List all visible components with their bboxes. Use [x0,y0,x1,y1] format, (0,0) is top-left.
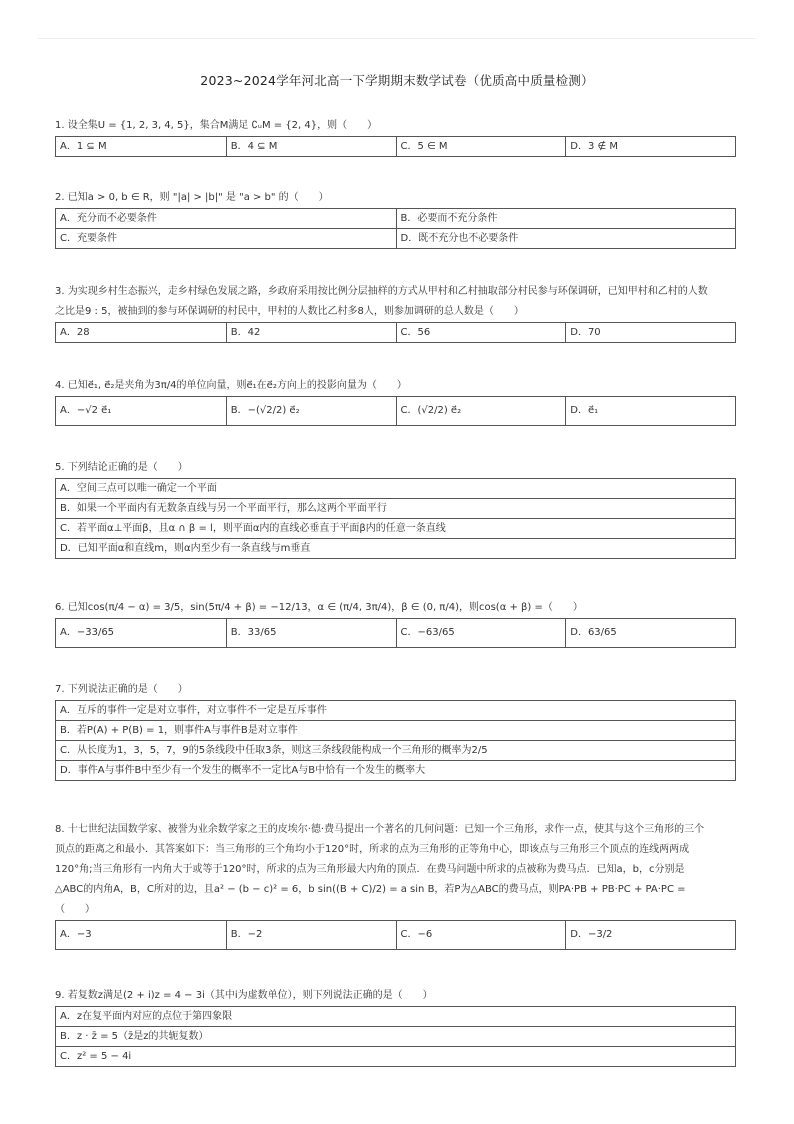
option-d[interactable]: D．3 ∉ M [565,137,735,156]
option-d[interactable]: D．已知平面α和直线m，则α内至少有一条直线与m垂直 [60,543,311,554]
option-a[interactable]: A．空间三点可以唯一确定一个平面 [60,483,217,494]
options-row [56,1026,735,1046]
question-2 [55,188,736,249]
question-6 [55,598,736,648]
options-table [55,700,736,781]
option-d[interactable]: D．e⃗₁ [565,397,735,425]
option-b[interactable]: B．若P(A) + P(B) = 1，则事件A与事件B是对立事件 [60,725,298,736]
options-row [56,397,735,425]
question-stem [55,116,736,136]
option-c[interactable]: C．从长度为1，3，5，7，9的5条线段中任取3条，则这三条线段能构成一个三角形的概率为2/5 [60,745,488,756]
option-c[interactable]: C．z² = 5 − 4i [60,1051,132,1062]
stem-line: 6. 已知cos(π/4 − α) = 3/5，sin(5π/4 + β) = −12/13，α ∈ (π/4, 3π/4)，β ∈ (0, π/4)，则cos(α + β) =（ ） [55,602,583,613]
question-4 [55,376,736,426]
question-stem [55,680,736,700]
options-row [56,619,735,647]
stem-line: 1. 设全集U = {1, 2, 3, 4, 5}，集合M满足 ∁ᵤM = {2, 4}，则（ ） [55,120,378,131]
option-a[interactable]: A．−33/65 [60,627,115,638]
question-8 [55,820,736,950]
option-c[interactable]: C．(√2/2) e⃗₂ [396,397,566,425]
options-row [56,479,735,498]
options-row [56,209,735,228]
stem-line: 2. 已知a > 0, b ∈ R，则 "|a| > |b|" 是 "a > b" 的（ ） [55,192,329,203]
option-a[interactable]: A．−√2 e⃗₁ [60,405,112,416]
header-divider [38,38,756,39]
page-title: 2023~2024学年河北高一下学期期末数学试卷（优质高中质量检测） [200,73,594,88]
stem-line: 顶点的距离之和最小．其答案如下：当三角形的三个角均小于120°时，所求的点为三角形的正等角中心，即该点与三角形三个顶点的连线两两成 [55,844,690,855]
options-row [56,701,735,720]
stem-line: 9. 若复数z满足(2 + i)z = 4 − 3i（其中i为虚数单位），则下列说法正确的是（ ） [55,990,433,1001]
options-table [55,208,736,249]
stem-line: 8. 十七世纪法国数学家、被誉为业余数学家之王的皮埃尔·德·费马提出一个著名的几何问题：已知一个三角形，求作一点，使其与这个三角形的三个 [55,824,705,835]
stem-line: 之比是9 : 5，被抽到的参与环保调研的村民中，甲村的人数比乙村多8人，则参加调研的总人数是（ ） [55,306,524,317]
options-row [56,1007,735,1026]
option-d[interactable]: D．既不充分也不必要条件 [396,229,736,248]
question-7 [55,680,736,781]
option-d[interactable]: D．70 [565,323,735,342]
option-a[interactable]: A．互斥的事件一定是对立事件，对立事件不一定是互斥事件 [60,705,327,716]
question-stem [55,188,736,208]
options-table [55,920,736,950]
option-b[interactable]: B．−(√2/2) e⃗₂ [226,397,396,425]
options-table [55,396,736,426]
option-b[interactable]: B．−2 [226,921,396,949]
option-b[interactable]: B．z · z̄ = 5（z̄是z的共轭复数） [60,1031,209,1042]
options-table [55,478,736,559]
question-9 [55,986,736,1067]
option-c[interactable]: C．56 [396,323,566,342]
stem-line: 7. 下列说法正确的是（ ） [55,684,188,695]
option-b[interactable]: B．33/65 [226,619,396,647]
option-b[interactable]: B．42 [226,323,396,342]
options-row [56,228,735,248]
options-row [56,538,735,558]
question-3 [55,282,736,343]
options-row [56,498,735,518]
options-row [56,720,735,740]
option-c[interactable]: C．5 ∈ M [396,137,566,156]
options-table [55,322,736,343]
options-row [56,760,735,780]
question-5 [55,458,736,559]
question-1 [55,116,736,157]
option-a[interactable]: A．充分而不必要条件 [60,213,157,224]
option-a[interactable]: A．1 ⊆ M [60,141,107,152]
option-a[interactable]: A．z在复平面内对应的点位于第四象限 [60,1011,233,1022]
option-c[interactable]: C．若平面α⊥平面β，且α ∩ β = l，则平面α内的直线必垂直于平面β内的任意一条直线 [60,523,446,534]
question-stem [55,376,736,396]
options-table [55,618,736,648]
question-stem [55,598,736,618]
question-stem [55,282,736,322]
options-table [55,1006,736,1067]
options-row [56,921,735,949]
option-d[interactable]: D．−3/2 [565,921,735,949]
option-c[interactable]: C．−6 [396,921,566,949]
option-b[interactable]: B．必要而不充分条件 [396,209,736,228]
stem-line: 4. 已知e⃗₁, e⃗₂是夹角为3π/4的单位向量，则e⃗₁在e⃗₂方向上的投影向量为（ ） [55,380,407,391]
question-stem [55,986,736,1006]
options-row [56,518,735,538]
option-c[interactable]: C．−63/65 [396,619,566,647]
options-row [56,1046,735,1066]
stem-line: 120°角;当三角形有一内角大于或等于120°时，所求的点为三角形最大内角的顶点．在费马问题中所求的点被称为费马点．已知a，b，c分别是 [55,864,685,875]
options-row [56,137,735,156]
stem-line: 3. 为实现乡村生态振兴，走乡村绿色发展之路，乡政府采用按比例分层抽样的方式从甲村和乙村抽取部分村民参与环保调研，已知甲村和乙村的人数 [55,286,708,297]
stem-line: （ ） [55,904,95,915]
options-row [56,323,735,342]
stem-line: 5. 下列结论正确的是（ ） [55,462,188,473]
options-table [55,136,736,157]
option-c[interactable]: C．充要条件 [60,233,117,244]
option-b[interactable]: B．如果一个平面内有无数条直线与另一个平面平行，那么这两个平面平行 [60,503,387,514]
option-a[interactable]: A．−3 [60,929,92,940]
option-a[interactable]: A．28 [60,327,90,338]
stem-line: △ABC的内角A，B，C所对的边，且a² − (b − c)² = 6，b sin((B + C)/2) = a sin B，若P为△ABC的费马点，则PA·PB + PB·PC + PA·PC = [55,884,686,895]
option-d[interactable]: D．63/65 [565,619,735,647]
option-d[interactable]: D．事件A与事件B中至少有一个发生的概率不一定比A与B中恰有一个发生的概率大 [60,765,426,776]
question-stem [55,820,736,920]
option-b[interactable]: B．4 ⊆ M [226,137,396,156]
options-row [56,740,735,760]
question-stem [55,458,736,478]
